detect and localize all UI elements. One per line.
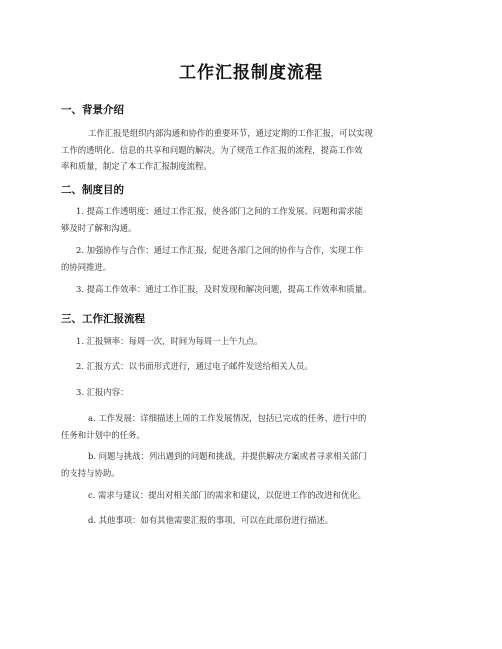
list-item-purpose-2: [61, 242, 441, 275]
paragraph-line: 1. 汇报频率：每周一次，时间为每周一上午九点。: [76, 336, 263, 346]
paragraph-line: 率和质量，制定了本工作汇报制度流程。: [61, 161, 212, 171]
list-item-purpose-3: [61, 281, 441, 298]
list-item-process-content: [61, 384, 441, 401]
paragraph-line: 的支持与协助。: [61, 467, 120, 478]
document-title: 工作汇报制度流程: [179, 63, 323, 83]
paragraph-line: 3. 提高工作效率：通过工作汇报，及时发现和解决问题，提高工作效率和质量。: [76, 284, 372, 294]
paragraph-line: d. 其他事项：如有其他需要汇报的事项，可以在此部份进行描述。: [88, 515, 334, 525]
paragraph-line: 的协同推进。: [61, 261, 112, 272]
paragraph-line: 任务和计划中的任务。: [61, 429, 145, 440]
paragraph-line: b. 问题与挑战：列出遇到的问题和挑战，并提供解决方案或者寻求相关部门: [88, 451, 367, 461]
paragraph-line: 工作汇报是组织内部沟通和协作的重要环节，通过定期的工作汇报，可以实现: [88, 128, 373, 138]
sub-item-needs-suggestions: [61, 487, 441, 504]
paragraph-line: 够及时了解和沟通。: [61, 222, 137, 233]
sub-item-work-progress: [61, 410, 441, 443]
paragraph-line: c. 需求与建议：提出对相关部门的需求和建议，以促进工作的改进和优化。: [88, 490, 367, 500]
section-heading-purpose: 二、制度目的: [61, 184, 124, 196]
paragraph-line: 3. 汇报内容：: [76, 387, 129, 397]
paragraph-line: a. 工作发展：详细描述上周的工作发展情况，包括已完成的任务、进行中的: [88, 413, 367, 423]
sub-item-other-matters: [61, 512, 441, 529]
paragraph-line: 工作的透明化、信息的共享和问题的解决。为了规范工作汇报的流程，提高工作效: [61, 144, 363, 155]
paragraph-background-intro: [61, 125, 441, 175]
section-heading-background: 一、背景介绍: [61, 104, 124, 116]
paragraph-line: 2. 汇报方式：以书面形式进行，通过电子邮件发送给相关人员。: [76, 361, 313, 371]
list-item-purpose-1: [61, 203, 441, 236]
list-item-process-frequency: [61, 333, 441, 350]
sub-item-problems-challenges: [61, 448, 441, 481]
list-item-process-method: [61, 358, 441, 375]
paragraph-line: 1. 提高工作透明度：通过工作汇报，使各部门之间的工作发展、问题和需求能: [76, 206, 364, 216]
paragraph-line: 2. 加强协作与合作：通过工作汇报，促进各部门之间的协作与合作，实现工作: [76, 245, 364, 255]
section-heading-process: 三、工作汇报流程: [61, 313, 145, 325]
